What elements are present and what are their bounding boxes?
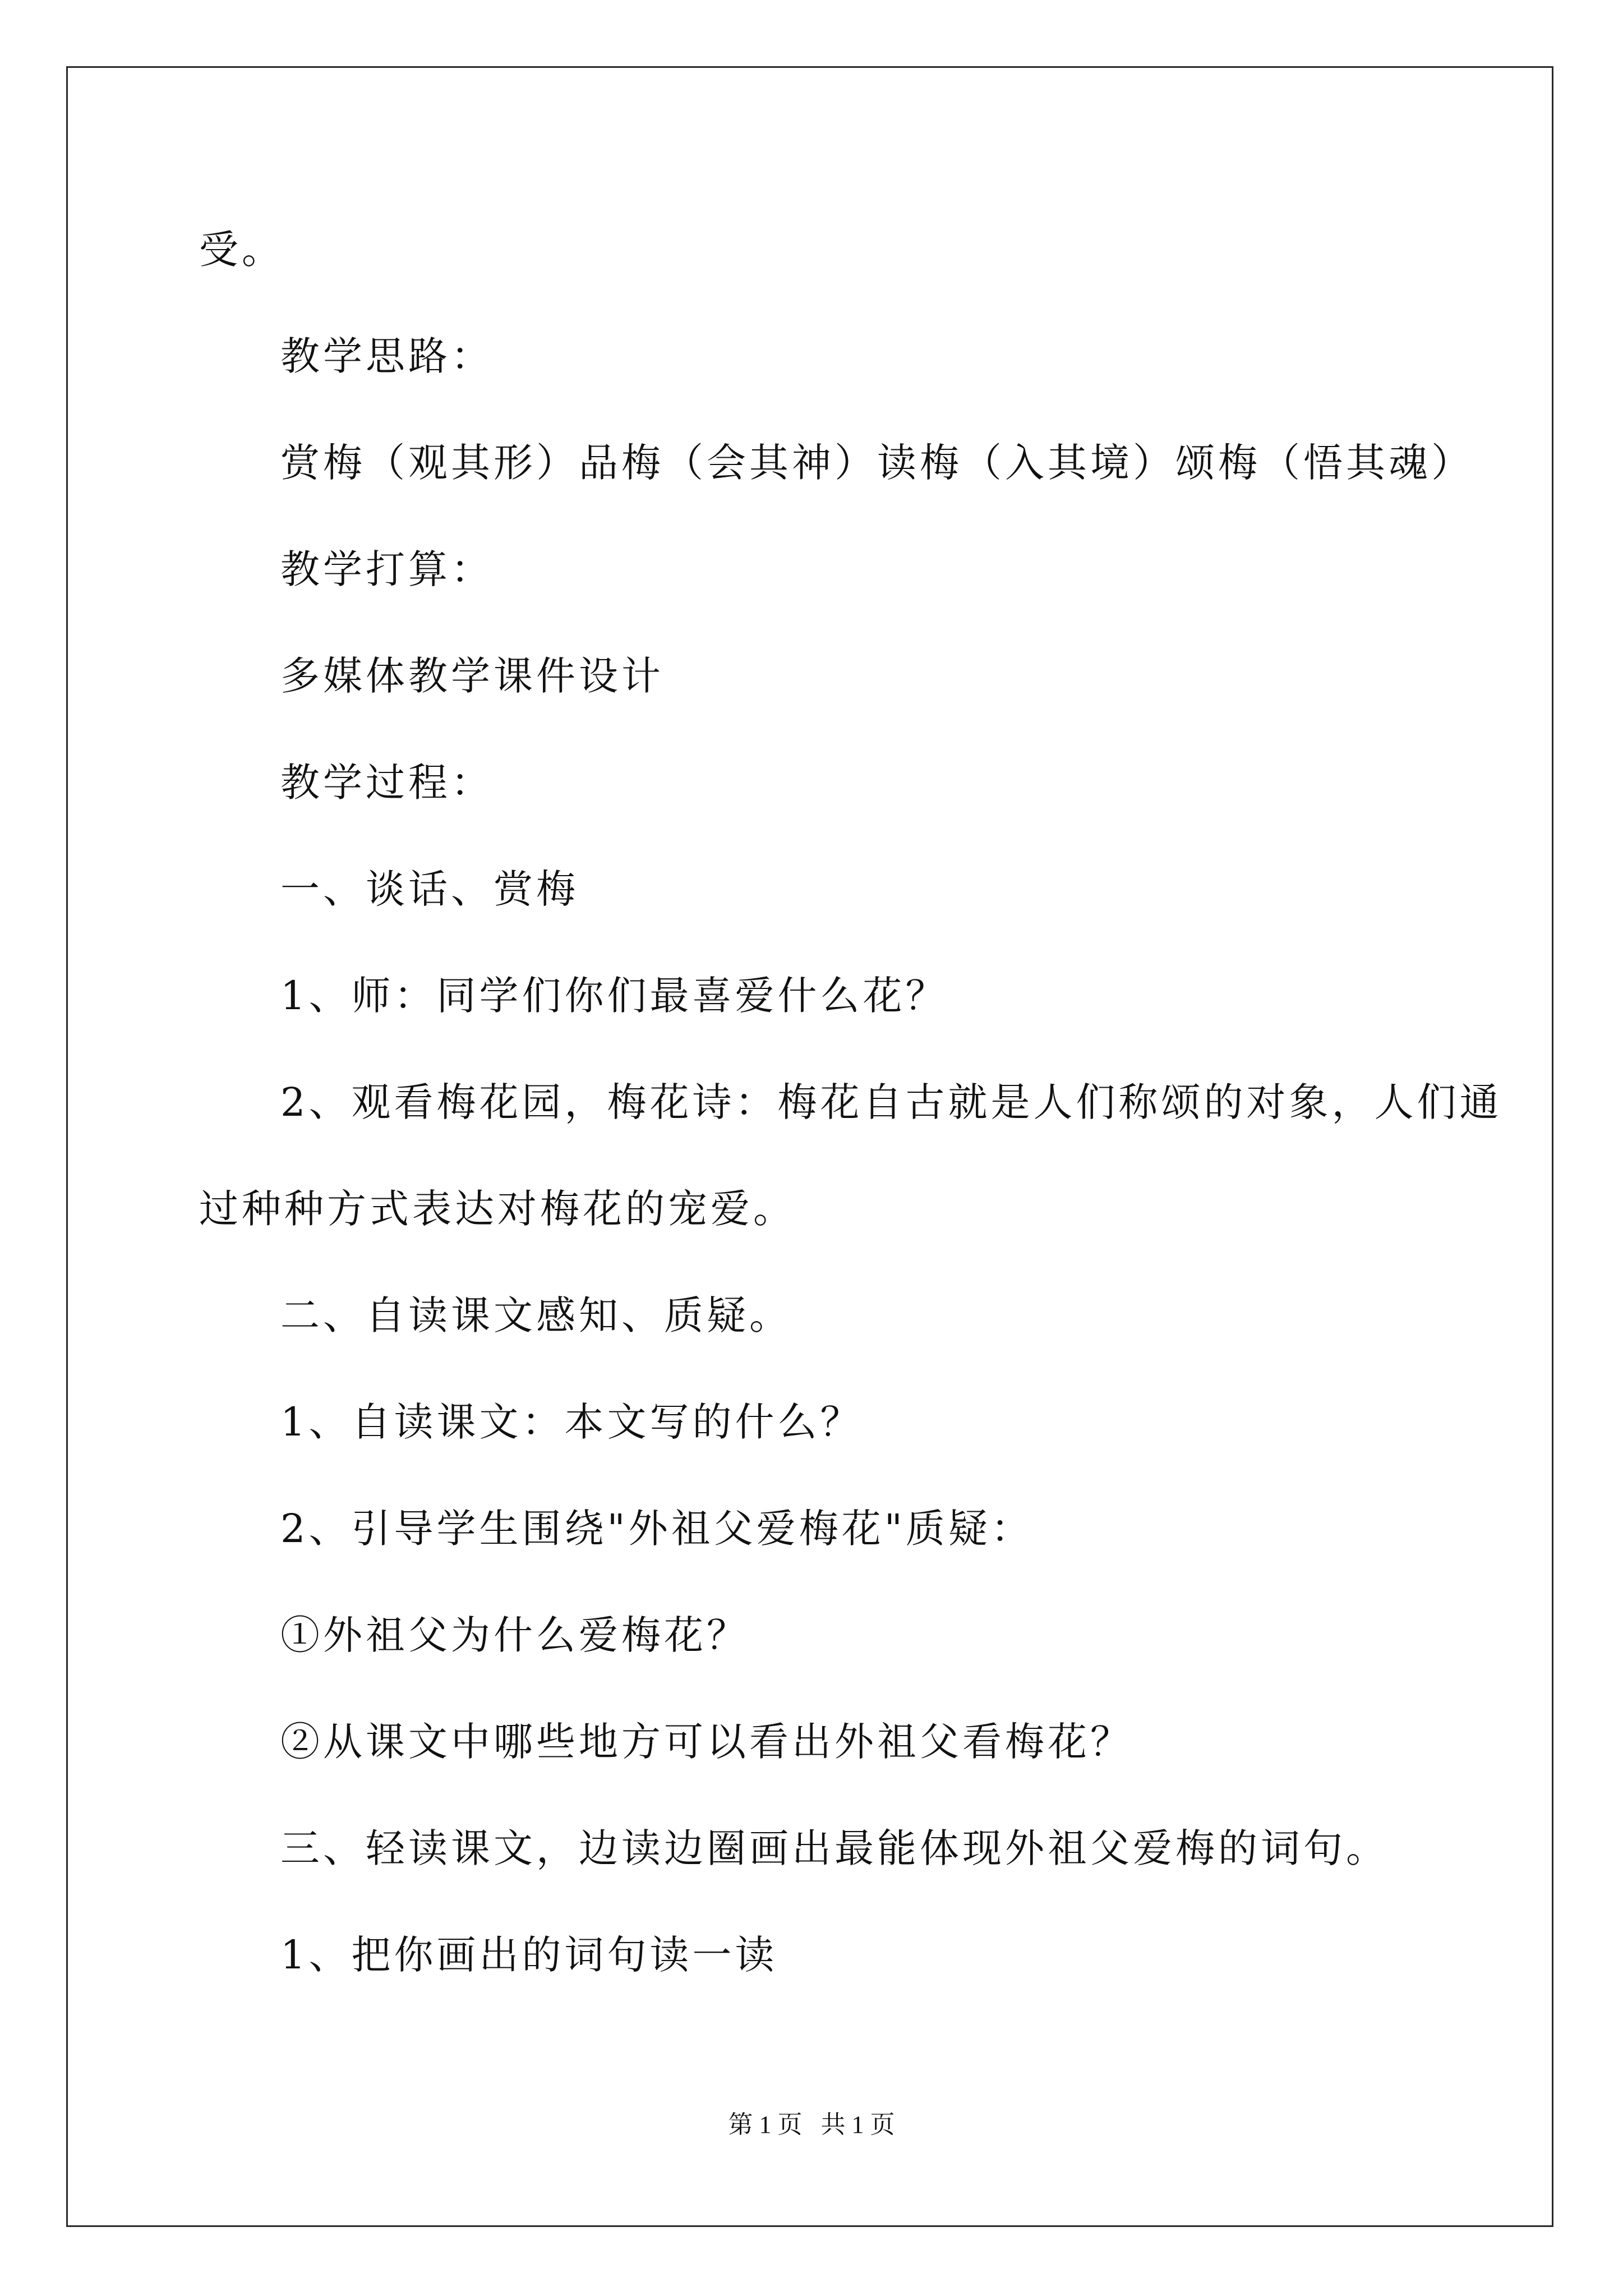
list-item-3-1: 1、把你画出的词句读一读 [280, 1932, 778, 1978]
list-item-1-2: 2、观看梅花园，梅花诗：梅花自古就是人们称颂的对象，人们通 [280, 1079, 1502, 1125]
list-item-1-2-continuation: 过种种方式表达对梅花的宠爱。 [199, 1186, 796, 1232]
section-heading-1: 一、谈话、赏梅 [280, 866, 579, 912]
heading-teaching-process: 教学过程： [280, 760, 494, 806]
heading-teaching-preparation: 教学打算： [280, 546, 494, 592]
question-1: ①外祖父为什么爱梅花？ [280, 1612, 749, 1658]
paragraph-continuation: 受。 [199, 227, 284, 273]
paragraph-approach-steps: 赏梅（观其形）品梅（会其神）读梅（入其境）颂梅（悟其魂） [280, 440, 1474, 486]
heading-teaching-approach: 教学思路： [280, 333, 494, 379]
question-2: ②从课文中哪些地方可以看出外祖父看梅花？ [280, 1719, 1133, 1765]
paragraph-multimedia: 多媒体教学课件设计 [280, 653, 664, 699]
section-heading-3: 三、轻读课文，边读边圈画出最能体现外祖父爱梅的词句。 [280, 1825, 1389, 1871]
list-item-1-1: 1、师：同学们你们最喜爱什么花？ [280, 973, 948, 1019]
page-number-footer: 第 1 页 共 1 页 [728, 2111, 895, 2138]
page-frame [66, 66, 1553, 2227]
section-heading-2: 二、自读课文感知、质疑。 [280, 1292, 792, 1338]
list-item-2-2: 2、引导学生围绕"外祖父爱梅花"质疑： [280, 1506, 1034, 1552]
list-item-2-1: 1、自读课文：本文写的什么？ [280, 1399, 863, 1445]
